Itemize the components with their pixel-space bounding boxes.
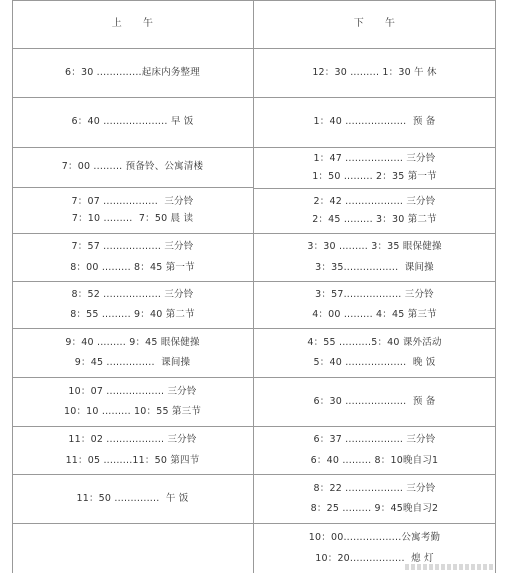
schedule-cell-pm xyxy=(253,328,496,377)
schedule-entry: 6：37 .................. 三分铃 xyxy=(313,434,436,445)
schedule-entry: 10：10 ......... 10：55 第三节 xyxy=(63,406,202,417)
schedule-cell-pm xyxy=(253,97,496,147)
schedule-entry: 10：20................. 熄 灯 xyxy=(315,552,434,564)
schedule-entry: 3：35................. 课间操 xyxy=(315,261,434,273)
schedule-entry: 10：07 .................. 三分铃 xyxy=(68,385,197,397)
schedule-entry: 4：00 ......... 4：45 第三节 xyxy=(312,309,437,320)
schedule-entry: 8：00 ......... 8：45 第一节 xyxy=(70,261,195,273)
schedule-cell-am xyxy=(12,281,253,328)
schedule-entry: 11：02 .................. 三分铃 xyxy=(68,434,197,445)
schedule-cell-pm xyxy=(253,474,496,523)
schedule-cell-am xyxy=(12,474,253,523)
schedule-entry: 9：45 ............... 课间操 xyxy=(74,357,191,368)
schedule-entry: 6：30 ................... 预 备 xyxy=(313,395,436,407)
schedule-entry: 6：40 ......... 8：10晚自习1 xyxy=(310,454,439,466)
schedule-entry: 3：57.................. 三分铃 xyxy=(315,288,434,300)
schedule-entry: 9：40 ......... 9：45 眼保健操 xyxy=(65,336,200,348)
schedule-entry: 6：30 ..............起床内务整理 xyxy=(65,66,200,78)
schedule-cell-pm xyxy=(253,233,496,281)
schedule-cell-am xyxy=(12,377,253,426)
schedule-cell-pm xyxy=(253,281,496,328)
schedule-entry: 6：40 .................... 早 饭 xyxy=(71,116,194,128)
schedule-cell-pm xyxy=(253,147,496,188)
header-pm-label: 下 午 xyxy=(353,18,396,29)
schedule-entry: 1：47 .................. 三分铃 xyxy=(313,153,436,164)
header-am-label: 上 午 xyxy=(111,18,154,29)
schedule-entry: 8：55 ......... 9：40 第二节 xyxy=(70,309,195,320)
schedule-entry: 11：50 .............. 午 饭 xyxy=(76,492,189,504)
schedule-cell-pm xyxy=(253,426,496,474)
watermark xyxy=(405,564,495,570)
schedule-entry: 8：52 .................. 三分铃 xyxy=(71,288,194,300)
schedule-cell-am xyxy=(12,426,253,474)
schedule-entry: 7：00 ......... 预备铃、公寓清楼 xyxy=(61,161,204,173)
schedule-cell-am xyxy=(12,97,253,147)
header-pm xyxy=(253,0,496,48)
schedule-cell-am xyxy=(12,48,253,97)
schedule-cell-am xyxy=(12,328,253,377)
schedule-entry: 7：07 ................. 三分铃 xyxy=(71,195,194,207)
schedule-entry: 4：55 ..........5：40 课外活动 xyxy=(307,336,442,348)
schedule-entry: 2：42 .................. 三分铃 xyxy=(313,196,436,207)
schedule-entry: 7：57 .................. 三分铃 xyxy=(71,241,194,252)
schedule-entry: 7：10 ......... 7：50 晨 读 xyxy=(71,213,194,224)
schedule-entry: 1：50 ......... 2：35 第一节 xyxy=(312,170,437,182)
schedule-entry: 3：30 ......... 3：35 眼保健操 xyxy=(307,241,442,252)
schedule-entry: 11：05 .........11：50 第四节 xyxy=(65,454,200,466)
schedule-cell-pm xyxy=(253,188,496,233)
schedule-entry: 8：22 .................. 三分铃 xyxy=(313,482,436,494)
schedule-entry: 5：40 ................... 晚 饭 xyxy=(313,357,436,368)
schedule-cell-am xyxy=(12,147,253,187)
schedule-cell-pm xyxy=(253,377,496,426)
schedule-cell-am xyxy=(12,187,253,233)
header-am xyxy=(12,0,253,48)
schedule-cell-am xyxy=(12,233,253,281)
schedule-cell-pm xyxy=(253,48,496,97)
schedule-cell-am xyxy=(12,523,253,573)
schedule-entry: 1：40 ................... 预 备 xyxy=(313,116,436,128)
schedule-entry: 10：00..................公寓考勤 xyxy=(308,532,441,543)
schedule-entry: 8：25 ......... 9：45晚自习2 xyxy=(310,503,439,514)
schedule-entry: 2：45 ......... 3：30 第二节 xyxy=(312,213,437,225)
schedule-entry: 12：30 ......... 1：30 午 休 xyxy=(312,66,437,78)
